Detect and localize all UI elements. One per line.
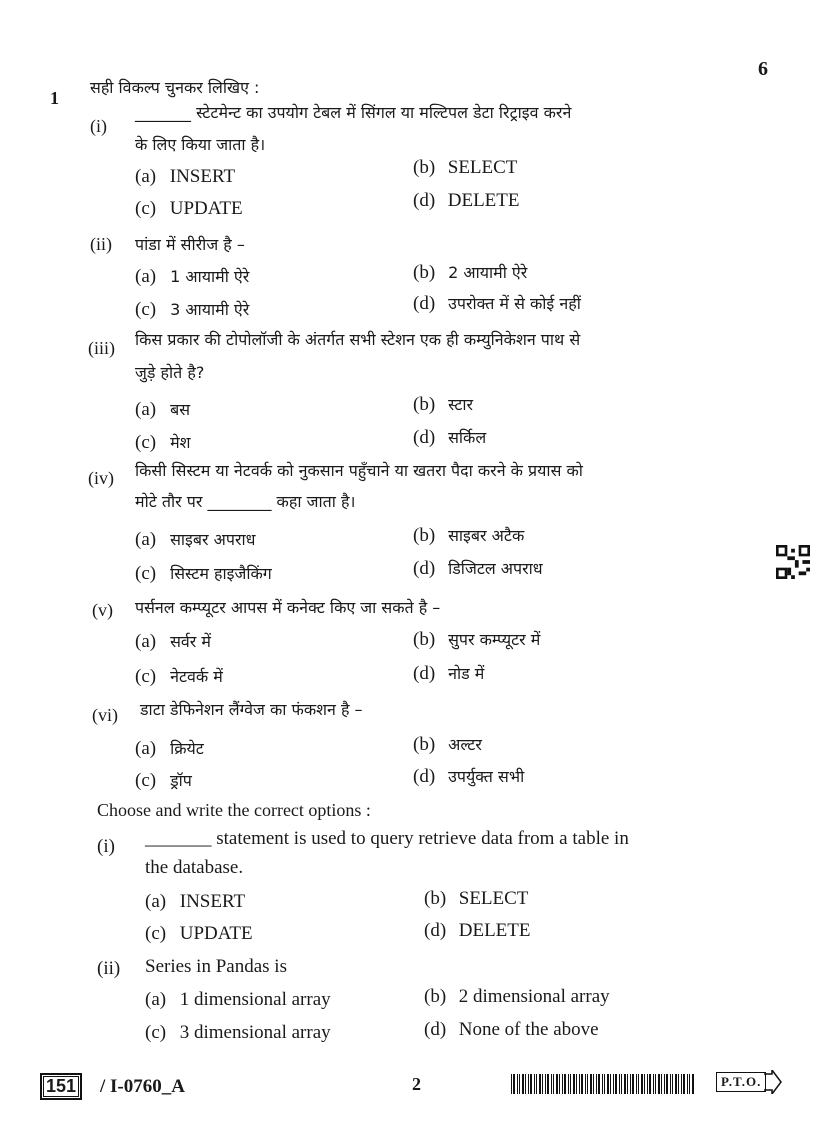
hq1-option-a: (a) INSERT [135,166,236,187]
hq2-number: (ii) [90,234,112,254]
hq5-line1: पर्सनल कम्प्यूटर आपस में कनेक्ट किए जा सकते है – [135,598,441,617]
hq3-number: (iii) [88,338,115,358]
hq4-line1: किसी सिस्टम या नेटवर्क को नुकसान पहुँचाने या खतरा पैदा करने के प्रयास को [135,461,583,480]
hq2-line1: पांडा में सीरीज है – [135,235,245,254]
eq1-number: (i) [97,836,115,857]
eq1-line2: the database. [145,857,244,878]
pto-label: P.T.O. [716,1072,766,1092]
hq1-line2: के लिए किया जाता है। [135,135,266,154]
hq3-line2: जुड़े होते है? [135,363,205,382]
eq1-option-c: (c) UPDATE [145,923,253,944]
eq2-option-c: (c) 3 dimensional array [145,1022,331,1043]
hq1-option-c: (c) UPDATE [135,198,243,219]
hq1-line1: _______ स्टेटमेन्ट का उपयोग टेबल में सिंगल या मल्टिपल डेटा रिट्राइव करने [135,103,572,122]
question-number: 1 [50,88,59,108]
eq2-option-d: (d) None of the above [424,1019,599,1040]
page-number-top: 6 [758,58,768,80]
arrow-right-icon [764,1070,782,1094]
hq4-option-b: (b) साइबर अटैक [413,525,525,546]
hq1-option-b: (b) SELECT [413,157,518,178]
hq1-number: (i) [90,116,107,136]
hq3-option-d: (d) सर्किल [413,427,487,448]
hq1-option-d: (d) DELETE [413,190,520,211]
eq2-line1: Series in Pandas is [145,956,287,977]
hq6-option-d: (d) उपर्युक्त सभी [413,766,525,787]
footer-paper-code: / I-0760_A [100,1076,185,1097]
footer-box-code: 151 [40,1073,82,1100]
eq1-option-b: (b) SELECT [424,888,529,909]
hq6-line1: डाटा डेफिनेशन लैंग्वेज का फंकशन है – [140,700,363,719]
eq1-option-a: (a) INSERT [145,891,246,912]
hq3-option-c: (c) मेश [135,432,191,453]
hq3-option-a: (a) बस [135,399,191,420]
pto-marker [716,1070,782,1094]
eq2-number: (ii) [97,958,121,979]
hq4-option-a: (a) साइबर अपराध [135,529,256,550]
qr-code-icon [776,545,810,579]
hq6-option-b: (b) अल्टर [413,734,482,755]
hq4-line2: मोटे तौर पर ________ कहा जाता है। [135,492,356,511]
hq2-option-c: (c) 3 आयामी ऐरे [135,299,250,320]
hq2-option-a: (a) 1 आयामी ऐरे [135,266,250,287]
eq1-line1: _______ statement is used to query retrieve data from a table in [145,828,629,849]
eq2-option-a: (a) 1 dimensional array [145,989,331,1010]
hq4-option-c: (c) सिस्टम हाइजैकिंग [135,563,272,584]
hindi-instruction: सही विकल्प चुनकर लिखिए : [90,78,260,97]
hq5-option-d: (d) नोड में [413,663,485,684]
english-instruction: Choose and write the correct options : [97,800,371,820]
hq5-option-b: (b) सुपर कम्प्यूटर में [413,629,541,650]
barcode-icon [511,1074,697,1094]
eq1-option-d: (d) DELETE [424,920,531,941]
hq5-option-a: (a) सर्वर में [135,631,212,652]
hq6-option-c: (c) ड्रॉप [135,770,192,791]
hq5-option-c: (c) नेटवर्क में [135,666,223,687]
hq6-option-a: (a) क्रियेट [135,738,204,759]
hq6-number: (vi) [92,705,118,725]
hq5-number: (v) [92,600,113,620]
footer-page-number: 2 [412,1074,421,1094]
hq4-option-d: (d) डिजिटल अपराध [413,558,543,579]
hq2-option-d: (d) उपरोक्त में से कोई नहीं [413,293,581,314]
hq3-option-b: (b) स्टार [413,394,474,415]
eq2-option-b: (b) 2 dimensional array [424,986,610,1007]
hq3-line1: किस प्रकार की टोपोलॉजी के अंतर्गत सभी स्टेशन एक ही कम्युनिकेशन पाथ से [135,330,581,349]
hq4-number: (iv) [88,468,114,488]
hq2-option-b: (b) 2 आयामी ऐरे [413,262,528,283]
